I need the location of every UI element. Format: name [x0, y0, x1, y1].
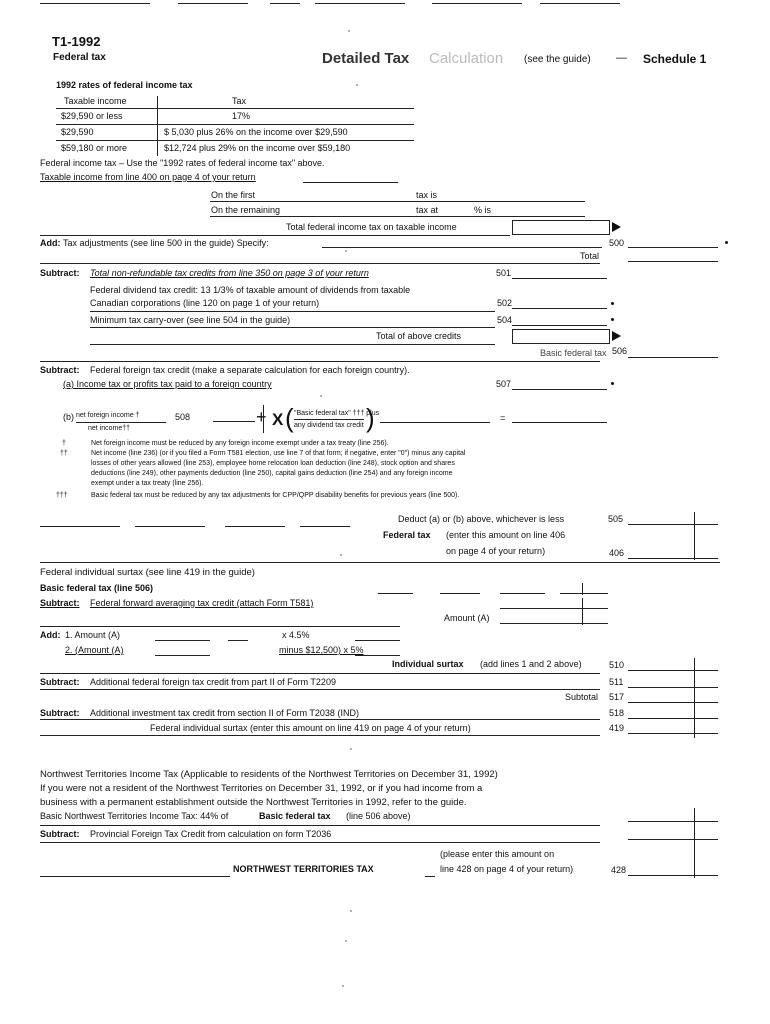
- top-rule: [540, 3, 620, 4]
- top-rule: [178, 3, 248, 4]
- line-506: 506: [612, 346, 628, 356]
- on-remaining-label: On the remaining: [211, 205, 281, 215]
- line-510-field[interactable]: [628, 670, 718, 671]
- rule: [40, 735, 600, 736]
- rule: [300, 526, 350, 527]
- nwt-basic-field[interactable]: [628, 821, 718, 822]
- bullet-icon: [611, 318, 614, 321]
- pct-is-label: % is: [474, 205, 492, 215]
- total-word: Total: [580, 251, 600, 261]
- top-rule: [432, 3, 522, 4]
- cents-divider: [582, 598, 583, 625]
- please-enter-line-1: (please enter this amount on: [440, 849, 555, 859]
- basic-federal-tax-plus: "Basic federal tax" ††† plus: [294, 410, 380, 417]
- rule: [90, 344, 495, 345]
- amount-a-field[interactable]: [500, 623, 608, 624]
- provincial-credit-field[interactable]: [628, 839, 718, 840]
- rule: [40, 361, 600, 362]
- dividend-credit-label: Federal dividend tax credit: 13 1/3% of taxable amount of dividends from taxable: [90, 285, 411, 295]
- note-2-mark: ††: [60, 450, 68, 457]
- subtract-label: Subtract:: [40, 268, 80, 278]
- form-title-faded: Calculation: [429, 50, 504, 67]
- rates-col-income: Taxable income: [64, 96, 127, 106]
- top-rule: [40, 3, 150, 4]
- note-3: Basic federal tax must be reduced by any tax adjustments for CPP/QPP disability benefits for previous years (line 500).: [91, 492, 460, 499]
- rule: [225, 526, 285, 527]
- individual-surtax-label: Individual surtax: [392, 659, 464, 669]
- foreign-a-label: (a) Income tax or profits tax paid to a foreign country: [63, 379, 272, 389]
- rule: [40, 562, 720, 563]
- rule: [228, 640, 248, 641]
- amount-a-label: Amount (A): [444, 613, 490, 623]
- subtract-label: Subtract:: [40, 677, 80, 687]
- scan-speck: [340, 554, 342, 556]
- rates-rule: [56, 140, 414, 141]
- rates-tax-1: 17%: [232, 111, 251, 121]
- cross-rule: [263, 405, 264, 433]
- rule: [90, 327, 495, 328]
- line-419-field[interactable]: [628, 733, 718, 734]
- fraction-bar: [76, 422, 166, 423]
- line-505-field[interactable]: [628, 524, 718, 525]
- subtract-label: Subtract:: [40, 598, 80, 608]
- note-2-line-4: exempt under a tax treaty (line 256).: [91, 480, 204, 487]
- foreign-b-prefix: (b): [63, 412, 74, 422]
- line-501: 501: [496, 268, 512, 278]
- plus-sign-icon: +: [256, 407, 267, 427]
- rule: [40, 673, 600, 674]
- rates-heading: 1992 rates of federal income tax: [56, 80, 193, 90]
- rates-rule: [56, 124, 414, 125]
- line-518-field[interactable]: [628, 718, 718, 719]
- nwt-tax-label: NORTHWEST TERRITORIES TAX: [233, 864, 374, 874]
- line-419: 419: [609, 723, 625, 733]
- nwt-heading: Northwest Territories Income Tax (Applicable to residents of the Northwest Territories on December 31, 1992): [40, 769, 498, 780]
- item-2-amount-field[interactable]: [155, 655, 210, 656]
- line-517-field[interactable]: [628, 702, 718, 703]
- cents-divider: [694, 512, 695, 560]
- item-2-label: 2. (Amount (A): [65, 645, 124, 655]
- basic-federal-tax-label: Basic federal tax: [540, 348, 607, 358]
- total-above-credits-label: Total of above credits: [376, 331, 462, 341]
- forward-averaging-label: Federal forward averaging tax credit (attach Form T581): [90, 598, 314, 608]
- line-406: 406: [609, 548, 625, 558]
- surtax-basic-federal-tax: Basic federal tax (line 506): [40, 583, 154, 593]
- individual-surtax-instruction: (add lines 1 and 2 above): [480, 659, 582, 669]
- scan-speck: [342, 985, 344, 987]
- nwt-line-3: business with a permanent establishment outside the Northwest Territories in 1992, refer to the guide.: [40, 797, 467, 808]
- rule: [440, 593, 480, 594]
- nwt-basic-line-ref: (line 506 above): [346, 811, 411, 821]
- close-paren-icon: ): [366, 403, 375, 433]
- tax-at-label: tax at: [416, 205, 439, 215]
- add-label: Add:: [40, 238, 61, 248]
- rule: [378, 593, 413, 594]
- arrow-icon: [612, 222, 621, 232]
- equals-sign: =: [500, 413, 506, 423]
- bullet-icon: [611, 302, 614, 305]
- total-above-credits-box[interactable]: [512, 329, 610, 344]
- please-enter-line-2: line 428 on page 4 of your return): [440, 864, 574, 874]
- additional-investment-credit-label: Additional investment tax credit from section II of Form T2038 (IND): [90, 708, 359, 718]
- first-tax-field[interactable]: [515, 201, 585, 202]
- rule: [210, 216, 515, 217]
- nwt-basic-label: Basic Northwest Territories Income Tax: 44% of: [40, 811, 229, 821]
- rule: [40, 526, 120, 527]
- line-428-field[interactable]: [628, 875, 718, 876]
- taxable-income-label: Taxable income from line 400 on page 4 of your return: [40, 172, 256, 182]
- item-1-amount-field[interactable]: [155, 640, 210, 641]
- rule: [40, 235, 510, 236]
- rule: [210, 201, 515, 202]
- rates-income-3: $59,180 or more: [61, 143, 128, 153]
- item-2-rate: minus $12,500) x 5%: [279, 645, 364, 655]
- note-1-mark: †: [62, 440, 66, 447]
- line-517: 517: [609, 692, 625, 702]
- scan-speck: [356, 84, 358, 86]
- rule: [425, 876, 435, 877]
- fraction-bar: [294, 419, 364, 420]
- line-500: 500: [609, 238, 625, 248]
- nwt-line-2: If you were not a resident of the Northwest Territories on December 31, 1992, or if you had income from a: [40, 783, 483, 794]
- federal-tax-instruction: Federal income tax – Use the "1992 rates of federal income tax" above.: [40, 158, 325, 168]
- dividend-credit-label-2: Canadian corporations (line 120 on page 1 of your return): [90, 298, 320, 308]
- arrow-icon: [612, 331, 621, 341]
- open-paren-icon: (: [285, 403, 294, 433]
- subtract-label: Subtract:: [40, 829, 80, 839]
- dividend-credit-term: any dividend tax credit: [294, 422, 364, 429]
- rule: [40, 842, 600, 843]
- total-field[interactable]: [628, 261, 718, 262]
- on-first-label: On the first: [211, 190, 256, 200]
- specify-field[interactable]: [322, 247, 602, 248]
- line-501-field[interactable]: [512, 278, 607, 279]
- cents-divider: [694, 658, 695, 738]
- federal-tax-instruction-2: on page 4 of your return): [446, 546, 546, 556]
- note-1: Net foreign income must be reduced by any foreign income exempt under a tax treaty (line 256).: [91, 440, 389, 447]
- deduct-lesser-label: Deduct (a) or (b) above, whichever is less: [398, 514, 565, 524]
- foreign-credit-intro: Federal foreign tax credit (make a separate calculation for each foreign country).: [90, 365, 410, 375]
- subtract-label: Subtract:: [40, 365, 80, 375]
- remaining-tax-field[interactable]: [515, 216, 585, 217]
- line-508: 508: [175, 412, 191, 422]
- form-id: T1-1992: [52, 34, 101, 49]
- total-federal-income-tax-box[interactable]: [512, 220, 610, 235]
- scan-speck: [345, 940, 347, 942]
- rates-income-2: $29,590: [61, 127, 94, 137]
- rates-income-1: $29,590 or less: [61, 111, 123, 121]
- subtract-label: Subtract:: [40, 708, 80, 718]
- line-511-field[interactable]: [628, 687, 718, 688]
- bullet-icon: [725, 241, 728, 244]
- line-518: 518: [609, 708, 625, 718]
- result-b-field[interactable]: [512, 422, 607, 423]
- federal-individual-surtax-final: Federal individual surtax (enter this amount on line 419 on page 4 of your return): [150, 723, 471, 733]
- tax-is-label: tax is: [416, 190, 438, 200]
- rule: [90, 311, 495, 312]
- note-2-line-3: deductions (line 249), other payments deduction (line 250), capital gains deduction (line 254) and any foreign income: [91, 470, 453, 477]
- bullet-icon: [611, 382, 614, 385]
- nonref-credits-label: Total non-refundable tax credits from line 350 on page 3 of your return: [90, 268, 369, 278]
- minimum-tax-label: Minimum tax carry-over (see line 504 in the guide): [90, 315, 291, 325]
- title-dash: —: [616, 52, 627, 64]
- line-500-field[interactable]: [628, 247, 718, 248]
- cents-divider: [582, 583, 583, 595]
- rule: [40, 825, 600, 826]
- line-511: 511: [609, 677, 624, 687]
- top-rule: [270, 3, 300, 4]
- cents-divider: [694, 808, 695, 878]
- rates-col-tax: Tax: [232, 96, 247, 106]
- schedule-label: Schedule 1: [643, 52, 707, 66]
- forward-averaging-field[interactable]: [500, 608, 608, 609]
- nwt-basic-federal-tax: Basic federal tax: [259, 811, 331, 821]
- rates-divider: [157, 96, 158, 156]
- federal-tax-instruction-1: (enter this amount on line 406: [446, 530, 566, 540]
- rates-tax-2: $ 5,030 plus 26% on the income over $29,590: [164, 127, 348, 137]
- line-502: 502: [497, 298, 513, 308]
- scan-speck: [350, 910, 352, 912]
- note-2-line-2: losses of other years allowed (line 253), employee home relocation loan deduction (line 248), stock option and shares: [91, 460, 455, 467]
- rule: [40, 626, 400, 627]
- see-guide-note: (see the guide): [524, 54, 591, 65]
- note-3-mark: †††: [56, 492, 68, 499]
- surtax-heading: Federal individual surtax (see line 419 in the guide): [40, 567, 255, 578]
- rule: [40, 876, 230, 877]
- net-income-label: net income††: [88, 425, 131, 432]
- item-1-label: 1. Amount (A): [65, 630, 121, 640]
- basic-fed-surtax-field[interactable]: [500, 593, 545, 594]
- form-title: Detailed Tax: [322, 50, 410, 67]
- line-508-field[interactable]: [213, 421, 255, 422]
- paren-value-field[interactable]: [380, 422, 490, 423]
- scan-speck: [350, 748, 352, 750]
- scan-speck: [320, 395, 322, 397]
- line-510: 510: [609, 660, 625, 670]
- item-1-result-field[interactable]: [355, 640, 400, 641]
- basic-fed-surtax-field[interactable]: [560, 593, 608, 594]
- line-506-field[interactable]: [628, 357, 718, 358]
- form-subtitle: Federal tax: [53, 52, 106, 63]
- note-2-line-1: Net income (line 236) (or if you filed a Form T581 election, use line 7 of that form; if negative, enter "0") minus any capital: [91, 450, 466, 457]
- line-505: 505: [608, 514, 624, 524]
- line-504: 504: [497, 315, 513, 325]
- line-507: 507: [496, 379, 512, 389]
- tax-adjustments-label: Tax adjustments (see line 500 in the guide) Specify:: [63, 238, 269, 248]
- line-406-field[interactable]: [628, 558, 718, 559]
- line-502-field[interactable]: [512, 308, 607, 309]
- line-504-field[interactable]: [512, 325, 607, 326]
- additional-foreign-credit-label: Additional federal foreign tax credit from part II of Form T2209: [90, 677, 336, 687]
- taxable-income-field[interactable]: [303, 182, 398, 183]
- subtotal-label: Subtotal: [565, 692, 599, 702]
- provincial-foreign-credit-label: Provincial Foreign Tax Credit from calculation on form T2036: [90, 829, 332, 839]
- rule: [40, 719, 600, 720]
- federal-tax-label: Federal tax: [383, 530, 431, 540]
- line-507-field[interactable]: [512, 389, 607, 390]
- top-rule: [315, 3, 405, 4]
- rule: [40, 263, 600, 264]
- scan-speck: [345, 250, 347, 252]
- net-foreign-income-label: net foreign income †: [76, 412, 140, 419]
- total-federal-income-tax-label: Total federal income tax on taxable income: [286, 222, 457, 232]
- add-label: Add:: [40, 630, 61, 640]
- item-2-result-field[interactable]: [355, 655, 400, 656]
- line-428: 428: [611, 865, 627, 875]
- rule: [40, 689, 600, 690]
- rule: [135, 526, 205, 527]
- times-sign: X: [272, 410, 284, 429]
- item-1-rate: x 4.5%: [282, 630, 310, 640]
- rates-tax-3: $12,724 plus 29% on the income over $59,180: [164, 143, 351, 153]
- rates-rule: [56, 108, 414, 109]
- scan-speck: [348, 30, 350, 32]
